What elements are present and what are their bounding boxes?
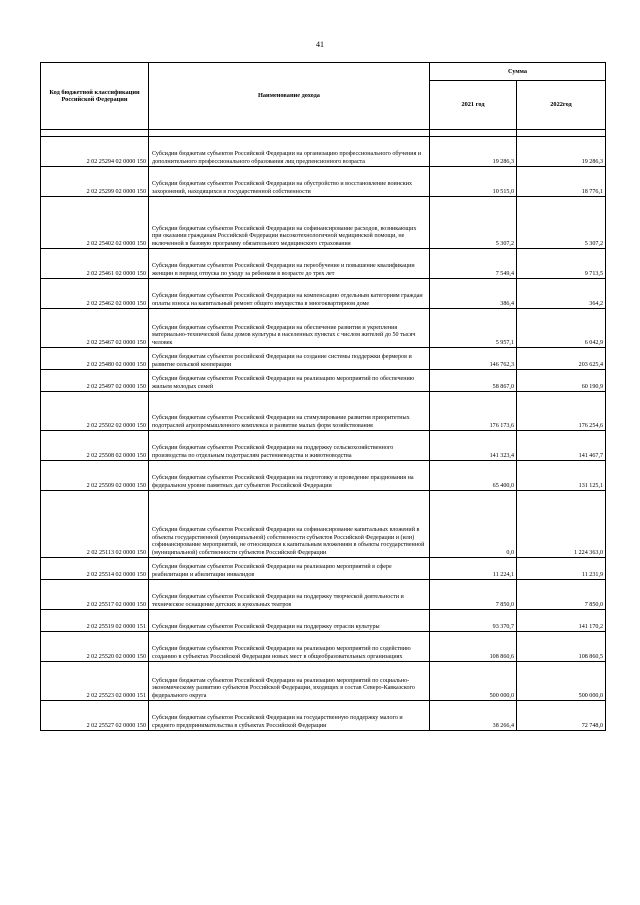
amount-2021: 5 957,1 bbox=[430, 309, 517, 348]
table-row bbox=[41, 167, 606, 197]
revenue-name: Субсидии бюджетам субъектов Российской Федерации на поддержку творческой деятельности и техническое оснащение детских и кукольных театров bbox=[149, 580, 430, 610]
amount-2022: 72 748,0 bbox=[517, 701, 606, 731]
revenue-name: Субсидии бюджетам субъектов Российской Федерации на компенсацию отдельным категориям граждан оплаты взноса на капитальный ремонт общего имущества в многоквартирном доме bbox=[149, 279, 430, 309]
revenue-code: 2 02 25113 02 0000 150 bbox=[41, 491, 149, 558]
header-code: Код бюджетной классификации Российской Федерации bbox=[41, 63, 149, 130]
amount-2021: 10 515,0 bbox=[430, 167, 517, 197]
table-row bbox=[41, 197, 606, 249]
table-row bbox=[41, 491, 606, 558]
amount-2022: 141 467,7 bbox=[517, 431, 606, 461]
table-body bbox=[41, 130, 606, 731]
revenue-name: Субсидии бюджетам субъектов Российской Федерации на реализацию мероприятий по содействию созданию в субъектах Российской Федерации новых мест в общеобразовательных организациях bbox=[149, 632, 430, 662]
amount-2021: 93 370,7 bbox=[430, 610, 517, 632]
amount-2021: 176 173,6 bbox=[430, 392, 517, 431]
amount-2022: 18 776,1 bbox=[517, 167, 606, 197]
revenue-code: 2 02 25502 02 0000 150 bbox=[41, 392, 149, 431]
amount-2022: 203 625,4 bbox=[517, 348, 606, 370]
revenue-name: Субсидии бюджетам субъектов Российской Федерации на софинансирование капитальных вложений в объекты государственной (муниципальной) собственности субъектов Российской Федерации и (или) софинансирование мероприятий, не относящихся к капитальным вложениям в объекты государственной (муниципальной) собственности субъектов Российской Федерации bbox=[149, 491, 430, 558]
amount-2022: 11 231,9 bbox=[517, 558, 606, 580]
table-row bbox=[41, 662, 606, 701]
table-row bbox=[41, 558, 606, 580]
revenue-name: Субсидии бюджетам субъектов Российской Федерации на организацию профессионального обучения и дополнительного профессионального образования лиц предпенсионного возраста bbox=[149, 137, 430, 167]
revenue-name: Субсидии бюджетам субъектов Российской Федерации на стимулирование развития приоритетных подотраслей агропромышленного комплекса и развитие малых форм хозяйствования bbox=[149, 392, 430, 431]
table-row bbox=[41, 249, 606, 279]
table-row bbox=[41, 431, 606, 461]
revenue-code: 2 02 25461 02 0000 150 bbox=[41, 249, 149, 279]
revenue-name: Субсидии бюджетам субъектов Российской Федерации на поддержку отрасли культуры bbox=[149, 610, 430, 632]
header-year-2022: 2022год bbox=[517, 81, 606, 130]
amount-2022: 6 042,9 bbox=[517, 309, 606, 348]
amount-2022: 5 307,2 bbox=[517, 197, 606, 249]
amount-2021: 0,0 bbox=[430, 491, 517, 558]
revenue-code: 2 02 25527 02 0000 150 bbox=[41, 701, 149, 731]
amount-2021: 11 224,1 bbox=[430, 558, 517, 580]
revenue-name: Субсидии бюджетам субъектов российской Федерации на создание системы поддержки фермеров и развитие сельской кооперации bbox=[149, 348, 430, 370]
revenue-name: Субсидии бюджетам субъектов Российской Федерации на государственную поддержку малого и среднего предпринимательства в субъектах Российской Федерации bbox=[149, 701, 430, 731]
revenue-code: 2 02 25462 02 0000 150 bbox=[41, 279, 149, 309]
revenue-code: 2 02 25294 02 0000 150 bbox=[41, 137, 149, 167]
table-row bbox=[41, 348, 606, 370]
revenue-code: 2 02 25467 02 0000 150 bbox=[41, 309, 149, 348]
amount-2022: 1 224 363,0 bbox=[517, 491, 606, 558]
amount-2021: 65 400,0 bbox=[430, 461, 517, 491]
table-row bbox=[41, 370, 606, 392]
table-row bbox=[41, 279, 606, 309]
amount-2022: 176 254,6 bbox=[517, 392, 606, 431]
revenue-code: 2 02 25497 02 0000 150 bbox=[41, 370, 149, 392]
header-sum: Сумма bbox=[430, 63, 606, 81]
header-name: Наименование дохода bbox=[149, 63, 430, 130]
revenue-code: 2 02 25523 02 0000 151 bbox=[41, 662, 149, 701]
revenue-name: Субсидии бюджетам субъектов Российской Федерации на реализацию мероприятий в сфере реабилитации и абилитации инвалидов bbox=[149, 558, 430, 580]
revenue-code: 2 02 25402 02 0000 150 bbox=[41, 197, 149, 249]
amount-2021: 146 762,3 bbox=[430, 348, 517, 370]
revenue-name: Субсидии бюджетам субъектов Российской Федерации на обустройство и восстановление воинских захоронений, находящихся в государственной собственности bbox=[149, 167, 430, 197]
revenue-name: Субсидии бюджетам субъектов Российской Федерации на переобучение и повышение квалификации женщин в период отпуска по уходу за ребенком в возрасте до трех лет bbox=[149, 249, 430, 279]
table-row bbox=[41, 461, 606, 491]
revenue-code: 2 02 25508 02 0000 150 bbox=[41, 431, 149, 461]
revenue-name: Субсидии бюджетам субъектов Российской Федерации на поддержку сельскохозяйственного производства по отдельным подотраслям растениеводства и животноводства bbox=[149, 431, 430, 461]
amount-2022: 19 286,3 bbox=[517, 137, 606, 167]
table-row bbox=[41, 392, 606, 431]
amount-2022: 9 713,5 bbox=[517, 249, 606, 279]
table-row bbox=[41, 610, 606, 632]
table-row bbox=[41, 701, 606, 731]
page-number: 41 bbox=[316, 40, 324, 49]
amount-2021: 386,4 bbox=[430, 279, 517, 309]
amount-2022: 141 170,2 bbox=[517, 610, 606, 632]
table-row bbox=[41, 309, 606, 348]
amount-2021: 108 860,6 bbox=[430, 632, 517, 662]
amount-2022: 500 000,0 bbox=[517, 662, 606, 701]
amount-2022: 60 190,9 bbox=[517, 370, 606, 392]
revenue-code: 2 02 25517 02 0000 150 bbox=[41, 580, 149, 610]
revenue-table bbox=[40, 62, 606, 731]
revenue-code: 2 02 25480 02 0000 150 bbox=[41, 348, 149, 370]
amount-2022: 7 850,0 bbox=[517, 580, 606, 610]
amount-2022: 131 125,1 bbox=[517, 461, 606, 491]
amount-2021: 38 266,4 bbox=[430, 701, 517, 731]
table-row bbox=[41, 580, 606, 610]
revenue-code: 2 02 25519 02 0000 151 bbox=[41, 610, 149, 632]
amount-2022: 108 860,5 bbox=[517, 632, 606, 662]
header-year-2021: 2021 год bbox=[430, 81, 517, 130]
revenue-code: 2 02 25509 02 0000 150 bbox=[41, 461, 149, 491]
table-row bbox=[41, 632, 606, 662]
revenue-code: 2 02 25514 02 0000 150 bbox=[41, 558, 149, 580]
revenue-code: 2 02 25299 02 0000 150 bbox=[41, 167, 149, 197]
amount-2021: 7 549,4 bbox=[430, 249, 517, 279]
amount-2021: 19 286,3 bbox=[430, 137, 517, 167]
revenue-name: Субсидии бюджетам субъектов Российской Федерации на подготовку и проведение празднования на федеральном уровне памятных дат субъектов Российской Федерации bbox=[149, 461, 430, 491]
table-row bbox=[41, 137, 606, 167]
amount-2021: 5 307,2 bbox=[430, 197, 517, 249]
spacer-row bbox=[41, 130, 606, 137]
revenue-name: Субсидии бюджетам субъектов Российской Федерации на обеспечение развития и укрепления материально-технической базы домов культуры в населенных пунктах с числом жителей до 50 тысяч человек bbox=[149, 309, 430, 348]
amount-2021: 141 323,4 bbox=[430, 431, 517, 461]
revenue-code: 2 02 25520 02 0000 150 bbox=[41, 632, 149, 662]
revenue-name: Субсидии бюджетам субъектов Российской Федерации на реализацию мероприятий по социально-экономическому развитию субъектов Российской Федерации, входящих в состав Северо-Кавказского федерального округа bbox=[149, 662, 430, 701]
amount-2021: 500 000,0 bbox=[430, 662, 517, 701]
revenue-name: Субсидии бюджетам субъектов Российской Федерации на реализацию мероприятий по обеспечению жильем молодых семей bbox=[149, 370, 430, 392]
amount-2021: 58 867,0 bbox=[430, 370, 517, 392]
amount-2021: 7 850,0 bbox=[430, 580, 517, 610]
amount-2022: 364,2 bbox=[517, 279, 606, 309]
revenue-name: Субсидии бюджетам субъектов Российской Федерации на софинансирование расходов, возникающих при оказании гражданам Российской Федерации высокотехнологичной медицинской помощи, не включенной в базовую программу обязательного медицинского страхования bbox=[149, 197, 430, 249]
